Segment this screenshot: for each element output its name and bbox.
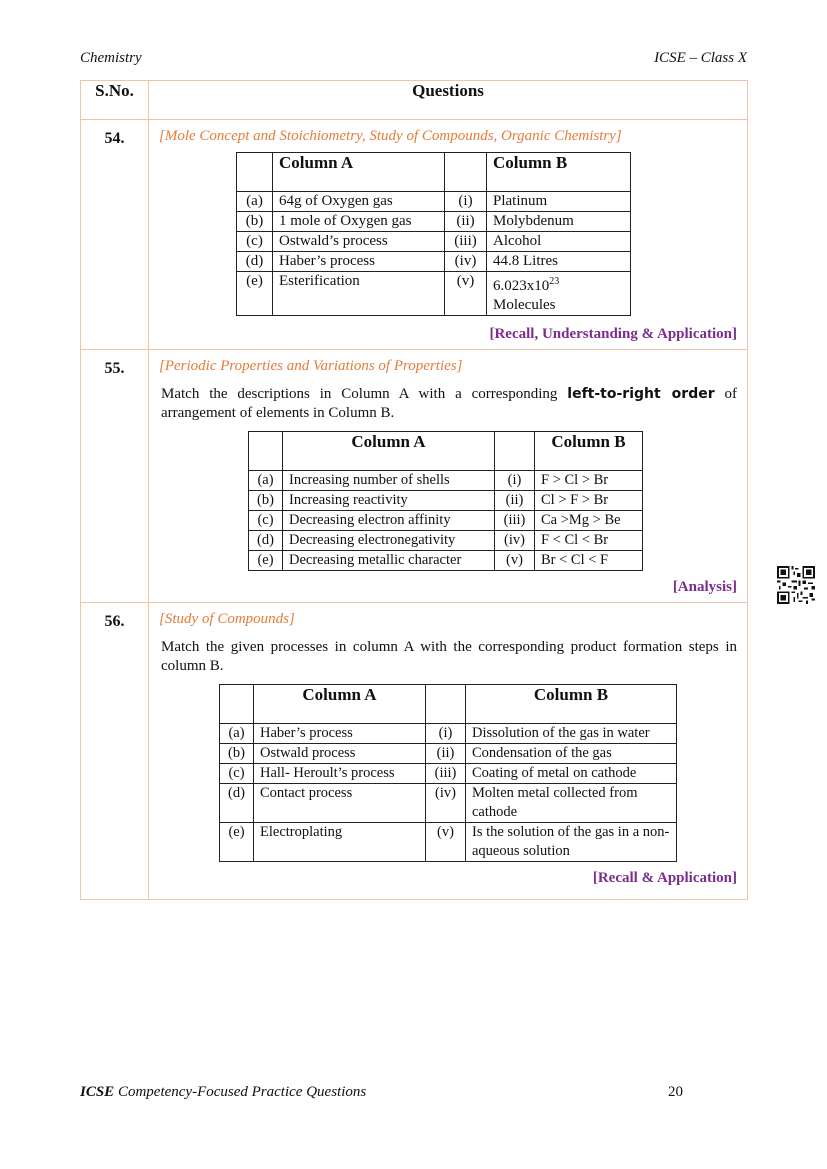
page-number: 20	[668, 1084, 683, 1100]
row-label: (c)	[220, 764, 254, 784]
column-a-header: Column A	[283, 432, 495, 471]
row-label: (a)	[237, 192, 273, 212]
column-a-cell: 1 mole of Oxygen gas	[273, 212, 445, 232]
header-class: ICSE – Class X	[654, 50, 747, 66]
match-table-54	[236, 152, 631, 316]
column-a-cell: Electroplating	[254, 823, 426, 862]
row-label: (i)	[495, 471, 535, 491]
table-row	[249, 471, 643, 491]
column-b-header: Column B	[535, 432, 643, 471]
column-a-cell: Ostwald’s process	[273, 232, 445, 252]
row-label: (v)	[495, 551, 535, 571]
header-subject: Chemistry	[80, 50, 142, 66]
table-row	[249, 551, 643, 571]
molecules-unit: Molecules	[493, 297, 556, 313]
molecules-base: 6.023x10	[493, 278, 550, 294]
qr-code-icon[interactable]	[777, 566, 815, 604]
row-label: (d)	[220, 784, 254, 823]
column-b-header: Column B	[466, 685, 677, 724]
footer-subtitle: Competency-Focused Practice Questions	[114, 1084, 367, 1100]
row-label: (b)	[237, 212, 273, 232]
row-label: (e)	[220, 823, 254, 862]
row-label: (ii)	[445, 212, 487, 232]
question-text: Match the descriptions in Column A with a corresponding left-to-right order of arrangement of elements in Column B.	[161, 386, 737, 421]
column-a-cell: Ostwald process	[254, 744, 426, 764]
column-b-cell: 44.8 Litres	[487, 252, 631, 272]
column-b-cell: Alcohol	[487, 232, 631, 252]
question-topic: [Mole Concept and Stoichiometry, Study of Compounds, Organic Chemistry]	[159, 128, 622, 144]
column-b-cell: F > Cl > Br	[535, 471, 643, 491]
question-number: 56.	[81, 603, 149, 900]
table-row	[220, 744, 677, 764]
column-b-header: Column B	[487, 153, 631, 192]
column-a-cell: Decreasing electron affinity	[283, 511, 495, 531]
footer-brand: ICSE	[80, 1084, 115, 1100]
row-label: (e)	[249, 551, 283, 571]
table-row	[220, 823, 677, 862]
row-label: (iii)	[445, 232, 487, 252]
row-label: (e)	[237, 272, 273, 316]
row-label: (v)	[426, 823, 466, 862]
column-a-cell: Increasing number of shells	[283, 471, 495, 491]
question-text: Match the given processes in column A with the corresponding product formation steps in column B.	[161, 639, 737, 674]
column-b-cell: Coating of metal on cathode	[466, 764, 677, 784]
column-b-cell: Molten metal collected from cathode	[466, 784, 677, 823]
row-label: (ii)	[495, 491, 535, 511]
column-a-cell: Increasing reactivity	[283, 491, 495, 511]
table-row	[237, 192, 631, 212]
match-table-56	[219, 684, 677, 862]
questions-header: Questions	[149, 81, 748, 120]
row-label: (i)	[445, 192, 487, 212]
table-row	[237, 272, 631, 316]
table-row	[237, 212, 631, 232]
row-label: (c)	[237, 232, 273, 252]
question-number: 55.	[81, 350, 149, 603]
column-b-cell: Condensation of the gas	[466, 744, 677, 764]
column-a-cell: Decreasing electronegativity	[283, 531, 495, 551]
column-b-cell	[487, 272, 631, 316]
cognitive-tag: [Recall, Understanding & Application]	[489, 326, 737, 342]
column-a-cell: Esterification	[273, 272, 445, 316]
row-label: (iv)	[426, 784, 466, 823]
match-table-55	[248, 431, 643, 571]
column-a-cell: Haber’s process	[254, 724, 426, 744]
cognitive-tag: [Recall & Application]	[592, 870, 737, 886]
question-row-54	[81, 120, 748, 350]
question-row-55	[81, 350, 748, 603]
table-row	[220, 724, 677, 744]
column-a-cell: Hall- Heroult’s process	[254, 764, 426, 784]
question-topic: [Periodic Properties and Variations of Properties]	[159, 358, 463, 374]
row-label: (iii)	[495, 511, 535, 531]
row-label: (c)	[249, 511, 283, 531]
row-label: (ii)	[426, 744, 466, 764]
question-number: 54.	[81, 120, 149, 350]
table-row	[220, 784, 677, 823]
question-row-56	[81, 603, 748, 900]
column-b-cell: Platinum	[487, 192, 631, 212]
column-b-cell: Dissolution of the gas in water	[466, 724, 677, 744]
row-label: (iv)	[445, 252, 487, 272]
row-label: (a)	[249, 471, 283, 491]
row-label: (b)	[220, 744, 254, 764]
table-row	[220, 764, 677, 784]
question-topic: [Study of Compounds]	[159, 611, 295, 627]
footer-title	[80, 1084, 366, 1101]
column-b-cell: Br < Cl < F	[535, 551, 643, 571]
row-label: (a)	[220, 724, 254, 744]
row-label: (i)	[426, 724, 466, 744]
questions-table	[80, 80, 748, 900]
column-a-cell: 64g of Oxygen gas	[273, 192, 445, 212]
table-row	[237, 252, 631, 272]
column-a-cell: Contact process	[254, 784, 426, 823]
table-row	[249, 511, 643, 531]
column-a-cell: Haber’s process	[273, 252, 445, 272]
column-b-cell: F < Cl < Br	[535, 531, 643, 551]
sno-header: S.No.	[81, 81, 149, 120]
column-a-cell: Decreasing metallic character	[283, 551, 495, 571]
row-label: (d)	[237, 252, 273, 272]
row-label: (iv)	[495, 531, 535, 551]
row-label: (v)	[445, 272, 487, 316]
row-label: (d)	[249, 531, 283, 551]
cognitive-tag: [Analysis]	[672, 579, 737, 595]
column-b-cell: Is the solution of the gas in a non-aqueous solution	[466, 823, 677, 862]
column-b-cell: Cl > F > Br	[535, 491, 643, 511]
column-a-header: Column A	[273, 153, 445, 192]
row-label: (iii)	[426, 764, 466, 784]
molecules-exponent: 23	[549, 276, 560, 287]
table-row	[249, 491, 643, 511]
row-label: (b)	[249, 491, 283, 511]
table-row	[237, 232, 631, 252]
emphasis-text: left-to-right order	[567, 386, 715, 402]
column-b-cell: Molybdenum	[487, 212, 631, 232]
column-b-cell: Ca >Mg > Be	[535, 511, 643, 531]
column-a-header: Column A	[254, 685, 426, 724]
table-row	[249, 531, 643, 551]
